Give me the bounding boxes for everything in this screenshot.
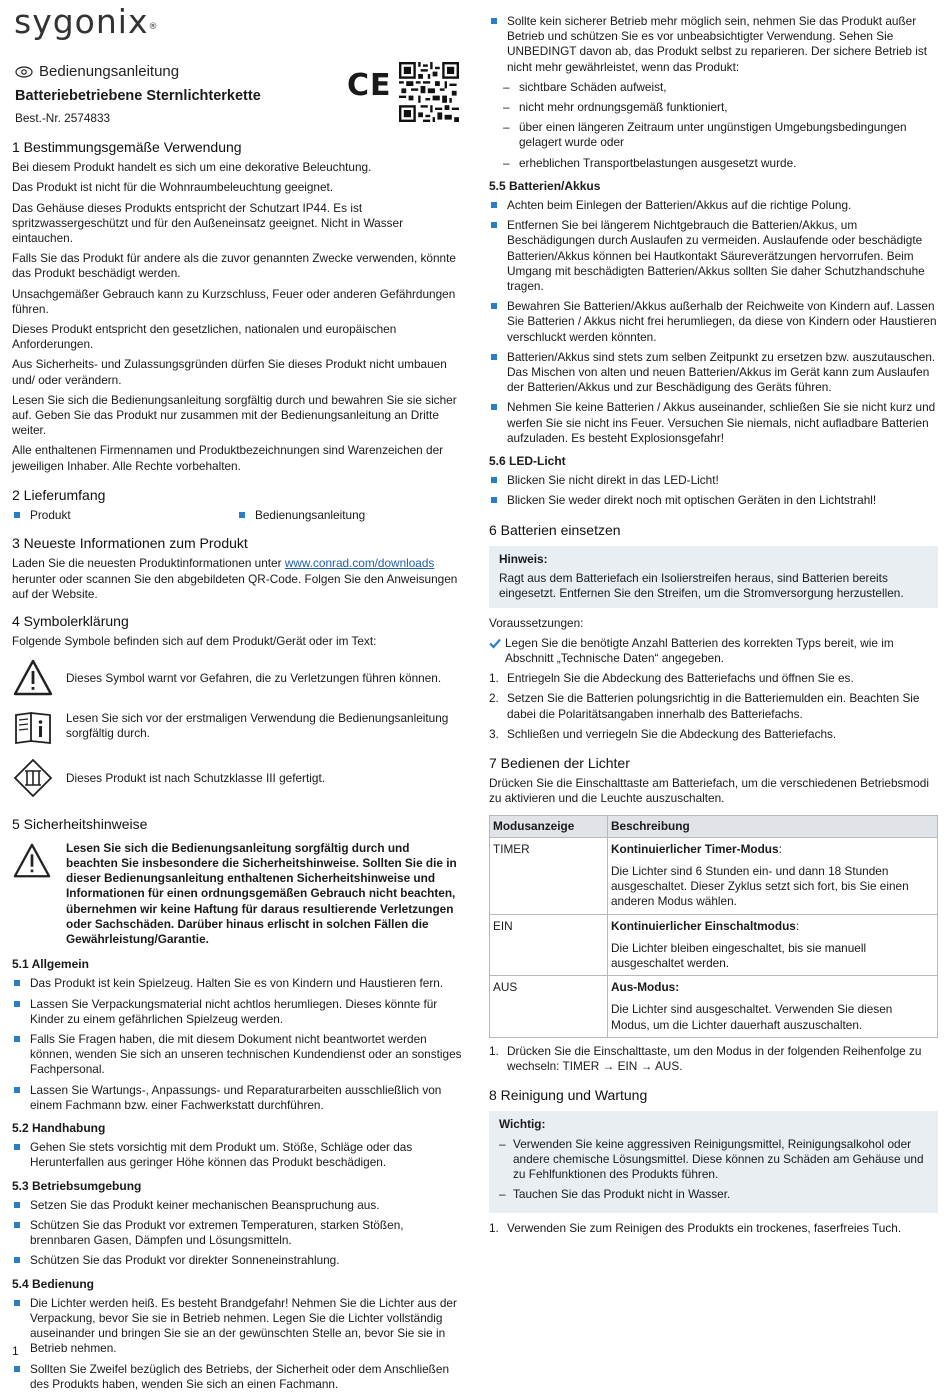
- section-insert-batteries: [489, 523, 938, 742]
- step-number: 2.: [489, 691, 499, 706]
- warning-text: Lesen Sie sich die Bedienungsanleitung sorgfältig durch und beachten Sie insbesondere die Sicherheitshinweise. Sollten Sie die in dieser Bedienungsanleitung enthaltenen Sicherheitshinweise und Informationen für einen ordnungsgemäßen Gebrauch nicht beachten, übernehmen wir keine Haftung für daraus resultierende Verletzungen oder Sachschäden. Darüber hinaus erlischt in solchen Fällen die Gewährleistung/Garantie.: [66, 840, 457, 946]
- table-cell-mode: TIMER: [490, 837, 608, 914]
- paragraph: Folgende Symbole befinden sich auf dem Produkt/Gerät oder im Text:: [12, 634, 377, 649]
- list-item: Blicken Sie nicht direkt in das LED-Licht!: [489, 473, 938, 488]
- step-number: 1.: [489, 671, 499, 686]
- step-item: [489, 671, 938, 686]
- step-text: Schließen und verriegeln Sie die Abdeckung des Batteriefachs.: [507, 726, 837, 741]
- subsection-title: 5.2 Handhabung: [12, 1120, 106, 1135]
- subsection-title: 5.5 Batterien/Akkus: [489, 178, 601, 193]
- step-text: Drücken Sie die Einschalttaste, um den Modus in der folgenden Reihenfolge zu wechseln: TIMER → EIN → AUS.: [507, 1043, 922, 1073]
- checkmark-icon: [489, 637, 501, 649]
- ce-mark: CE: [347, 68, 392, 103]
- doc-title: Batteriebetriebene Sternlichterkette: [15, 88, 261, 104]
- table-cell-description: Kontinuierlicher Timer-Modus: Die Lichter sind 6 Stunden ein- und dann 18 Stunden ausgeschaltet. Dieser Zyklus setzt sich fort, bis Sie einen anderen Modus wählen.: [608, 837, 938, 914]
- section-operate-lights: [489, 756, 938, 1074]
- table-cell-description: [608, 976, 938, 1038]
- section-delivery-content: [12, 488, 462, 528]
- subsection-title: 5.1 Allgemein: [12, 957, 89, 972]
- text: herunter oder scannen Sie den abgebildeten QR-Code. Folgen Sie den Anweisungen auf der Website.: [12, 571, 458, 601]
- list-item: Blicken Sie weder direkt noch mit optischen Geräten in den Lichtstrahl!: [489, 493, 938, 508]
- paragraph: Lesen Sie sich die Bedienungsanleitung sorgfältig durch und bewahren Sie sie sicher auf. Geben Sie das Produkt nur zusammen mit der Bedienungsanleitung an Dritte weiter.: [12, 392, 457, 438]
- paragraph: Dieses Produkt entspricht den gesetzlichen, nationalen und europäischen Anforderungen.: [12, 322, 397, 352]
- list-item: Schützen Sie das Produkt vor direkter Sonneneinstrahlung.: [12, 1253, 462, 1268]
- list-item: Batterien/Akkus sind stets zum selben Zeitpunkt zu ersetzen bzw. auszutauschen. Das Mischen von alten und neuen Batterien/Akkus im Gerät kann zum Auslaufen der Batterien/Akkus und zur Beschädigung des Geräts führen.: [489, 350, 938, 396]
- list-item: Lassen Sie Wartungs-, Anpassungs- und Reparaturarbeiten ausschließlich von einem Fachmann bzw. einer Fachwerkstatt durchführen.: [12, 1083, 462, 1113]
- mode-name: Kontinuierlicher Einschaltmodus: [611, 918, 796, 933]
- eye-icon: [15, 66, 33, 78]
- section-safety: [12, 817, 462, 1392]
- step-number: 3.: [489, 726, 499, 741]
- prerequisites-label: Voraussetzungen:: [489, 615, 584, 630]
- sub-list-item: – sichtbare Schäden aufweist,: [489, 80, 938, 95]
- table-cell-mode: AUS: [490, 976, 608, 1038]
- section-title: 2 Lieferumfang: [12, 486, 106, 503]
- note-box: [489, 546, 938, 608]
- note-box: [489, 1111, 938, 1213]
- section-title: 3 Neueste Informationen zum Produkt: [12, 535, 248, 552]
- subsection-title: 5.4 Bedienung: [12, 1276, 95, 1291]
- mode-desc: Die Lichter sind 6 Stunden ein- und dann 18 Stunden ausgeschaltet. Dieser Zyklus setzt sich fort, bis Sie einen anderen Modus wählen.: [611, 863, 909, 909]
- list-item: Gehen Sie stets vorsichtig mit dem Produkt um. Stöße, Schläge oder das Herunterfallen aus geringer Höhe können das Produkt beschädigen.: [12, 1140, 462, 1170]
- warning-triangle-icon: [12, 841, 52, 881]
- list-item: Setzen Sie das Produkt keiner mechanischen Beanspruchung aus.: [12, 1198, 462, 1213]
- list-item: Die Lichter werden heiß. Es besteht Brandgefahr! Nehmen Sie die Lichter aus der Verpackung, bevor Sie sie in Betrieb nehmen. Legen Sie die Lichter vollständig auseinander und bringen Sie sie an der gewünschten Stelle an, bevor Sie sie in Betrieb nehmen.: [12, 1296, 462, 1357]
- downloads-link[interactable]: www.conrad.com/downloads: [284, 556, 435, 571]
- paragraph: Unsachgemäßer Gebrauch kann zu Kurzschluss, Feuer oder anderen Gefährdungen führen.: [12, 286, 456, 316]
- note-text: Ragt aus dem Batteriefach ein Isolierstreifen heraus, sind Batterien bereits eingesetzt. Entfernen Sie den Streifen, um die Stromversorgung herzustellen.: [499, 571, 904, 601]
- symbol-text: Lesen Sie sich vor der erstmaligen Verwendung die Bedienungsanleitung sorgfältig durch.: [66, 711, 449, 741]
- protection-class-iii-icon: [12, 757, 54, 799]
- list-item: Sollten Sie Zweifel bezüglich des Betriebs, der Sicherheit oder dem Anschließen des Produkts haben, wenden Sie sich an einen Fachmann.: [12, 1362, 462, 1392]
- table-cell-description: Kontinuierlicher Einschaltmodus: Die Lichter bleiben eingeschaltet, bis sie manuell ausgeschaltet werden.: [608, 914, 938, 976]
- section-title: 4 Symbolerklärung: [12, 613, 129, 630]
- text: Laden Sie die neuesten Produktinformationen unter: [12, 556, 285, 571]
- symbol-row: [12, 757, 462, 799]
- paragraph: Drücken Sie die Einschalttaste am Batteriefach, um die verschiedenen Betriebsmodi zu aktivieren und die Leuchte auszuschalten.: [489, 776, 929, 806]
- section-title: 5 Sicherheitshinweise: [12, 816, 148, 833]
- right-column: [489, 14, 938, 1242]
- list-item: Das Produkt ist kein Spielzeug. Halten Sie es von Kindern und Haustieren fern.: [12, 976, 462, 991]
- note-title: Wichtig:: [499, 1117, 546, 1132]
- section-cleaning: [489, 1088, 938, 1236]
- prerequisite-text: Legen Sie die benötigte Anzahl Batterien des korrekten Typs bereit, wie im Abschnitt „Technische Daten“ angegeben.: [505, 635, 894, 665]
- list-item: Lassen Sie Verpackungsmaterial nicht achtlos herumliegen. Dieses könnte für Kinder zu einem gefährlichen Spielzeug werden.: [12, 997, 462, 1027]
- mode-name: Aus-Modus:: [611, 980, 680, 995]
- paragraph: Falls Sie das Produkt für andere als die zuvor genannten Zwecke verwenden, könnte das Produkt beschädigt werden.: [12, 251, 456, 281]
- section-title: 8 Reinigung und Wartung: [489, 1087, 648, 1104]
- table-header-row: [490, 815, 938, 837]
- paragraph: Das Produkt ist nicht für die Wohnraumbeleuchtung geeignet.: [12, 180, 334, 195]
- list-item: Achten beim Einlegen der Batterien/Akkus auf die richtige Polung.: [489, 198, 938, 213]
- page-number: 1: [12, 1344, 19, 1358]
- list-item: Falls Sie Fragen haben, die mit diesem Dokument nicht beantwortet werden können, wenden Sie sich an unseren technischen Kundendienst oder an sonstiges Fachpersonal.: [12, 1032, 462, 1078]
- step-text: Setzen Sie die Batterien polungsrichtig in die Batteriemulden ein. Beachten Sie dabei die Polaritätsangaben innerhalb des Batteriefachs.: [507, 691, 920, 721]
- read-manual-icon: [12, 705, 54, 747]
- mode-table: [489, 815, 938, 1038]
- note-item: – Verwenden Sie keine aggressiven Reinigungsmittel, Reinigungsalkohol oder andere chemische Lösungsmittel. Diese können zu Schäden am Gehäuse und zu Fehlfunktionen des Produkts führen.: [499, 1137, 928, 1183]
- symbol-text: Dieses Produkt ist nach Schutzklasse III gefertigt.: [66, 770, 325, 785]
- paragraph: Das Gehäuse dieses Produkts entspricht der Schutzart IP44. Es ist spritzwassergeschützt und für den Außeneinsatz geeignet. Nicht in Wasser eintauchen.: [12, 200, 404, 246]
- sub-list-item: – erheblichen Transportbelastungen ausgesetzt wurde.: [489, 156, 938, 171]
- list-item: Schützen Sie das Produkt vor extremen Temperaturen, starken Stößen, brennbaren Gasen, Dämpfen und Lösungsmitteln.: [12, 1218, 462, 1248]
- qr-code-icon: [399, 62, 459, 122]
- list-item: Nehmen Sie keine Batterien / Akkus auseinander, schließen Sie sie nicht kurz und werfen Sie sie nicht ins Feuer. Versuchen Sie niemals, nicht aufladbare Batterien aufzuladen. Es besteht Explosionsgefahr!: [489, 400, 938, 446]
- list-item: Bedienungsanleitung: [237, 508, 365, 523]
- symbol-row: [12, 705, 462, 747]
- order-number: Best.-Nr. 2574833: [15, 111, 111, 125]
- subsection-title: 5.6 LED-Licht: [489, 454, 566, 469]
- mode-desc: Die Lichter sind ausgeschaltet. Verwenden Sie diesen Modus, um die Lichter dauerhaft auszuschalten.: [611, 1002, 893, 1032]
- list-item: Entfernen Sie bei längerem Nichtgebrauch die Batterien/Akkus, um Beschädigungen durch Auslaufen zu vermeiden. Auslaufende oder beschädigte Batterien/Akkus können bei Hautkontakt Säureverätzungen hervorrufen. Beim Umgang mit beschädigten Batterien/Akkus sollten Sie daher Schutzhandschuhe tragen.: [489, 218, 938, 294]
- table-row: [490, 914, 938, 976]
- warning-triangle-icon: [12, 657, 54, 699]
- left-column: [12, 140, 462, 1397]
- step-item: [489, 691, 938, 721]
- section-intended-use: [12, 140, 462, 474]
- table-cell-mode: EIN: [490, 914, 608, 976]
- paragraph: [12, 556, 462, 602]
- section-latest-info: [12, 536, 462, 602]
- section-title: 1 Bestimmungsgemäße Verwendung: [12, 139, 242, 155]
- table-row: [490, 837, 938, 914]
- subsection-title: 5.3 Betriebsumgebung: [12, 1178, 142, 1193]
- prerequisite-item: [489, 636, 938, 666]
- column-header: Beschreibung: [608, 815, 938, 837]
- step-item: [489, 727, 938, 742]
- step-text: Verwenden Sie zum Reinigen des Produkts ein trockenes, faserfreies Tuch.: [507, 1221, 902, 1236]
- doc-type: [15, 64, 179, 79]
- step-text: Entriegeln Sie die Abdeckung des Batteriefachs und öffnen Sie es.: [507, 671, 854, 686]
- note-title: Hinweis:: [499, 551, 548, 566]
- symbol-text: Dieses Symbol warnt vor Gefahren, die zu Verletzungen führen können.: [66, 670, 442, 685]
- section-title: 6 Batterien einsetzen: [489, 521, 621, 538]
- paragraph: Alle enthaltenen Firmennamen und Produktbezeichnungen sind Warenzeichen der jeweiligen Inhaber. Alle Rechte vorbehalten.: [12, 443, 444, 473]
- list-item: Sollte kein sicherer Betrieb mehr möglich sein, nehmen Sie das Produkt außer Betrieb und schützen Sie es vor unbeabsichtigter Verwendung. Sehen Sie UNBEDINGT davon ab, das Produkt selbst zu reparieren. Der sichere Betrieb ist nicht mehr gewährleistet, wenn das Produkt:: [489, 14, 938, 75]
- table-row: [490, 976, 938, 1038]
- note-item: – Tauchen Sie das Produkt nicht in Wasser.: [499, 1187, 928, 1202]
- mode-desc: Die Lichter bleiben eingeschaltet, bis sie manuell ausgeschaltet werden.: [611, 940, 867, 970]
- safety-warning: [12, 841, 462, 947]
- step-number: 1.: [489, 1043, 499, 1058]
- sub-list-item: – über einen längeren Zeitraum unter ungünstigen Umgebungsbedingungen gelagert wurde oder: [489, 120, 938, 150]
- brand-logo: sygonix®: [14, 2, 159, 41]
- symbol-row: [12, 657, 462, 699]
- doc-type-label: Bedienungsanleitung: [39, 63, 180, 80]
- paragraph: Aus Sicherheits- und Zulassungsgründen dürfen Sie dieses Produkt nicht umbauen und/ oder verändern.: [12, 357, 447, 387]
- sub-list-item: – nicht mehr ordnungsgemäß funktioniert,: [489, 100, 938, 115]
- section-symbols: [12, 614, 462, 799]
- list-item: Produkt: [12, 508, 237, 523]
- list-item: Bewahren Sie Batterien/Akkus außerhalb der Reichweite von Kindern auf. Lassen Sie Batterien / Akkus nicht frei herumliegen, da diese von Kindern oder Haustieren verschluckt werden könnten.: [489, 299, 938, 345]
- mode-name: Kontinuierlicher Timer-Modus: [611, 841, 779, 856]
- column-header: Modusanzeige: [490, 815, 608, 837]
- step-number: 1.: [489, 1221, 499, 1236]
- section-title: 7 Bedienen der Lichter: [489, 754, 630, 771]
- step-item: [489, 1044, 938, 1074]
- step-item: [489, 1221, 938, 1236]
- paragraph: Bei diesem Produkt handelt es sich um eine dekorative Beleuchtung.: [12, 160, 372, 175]
